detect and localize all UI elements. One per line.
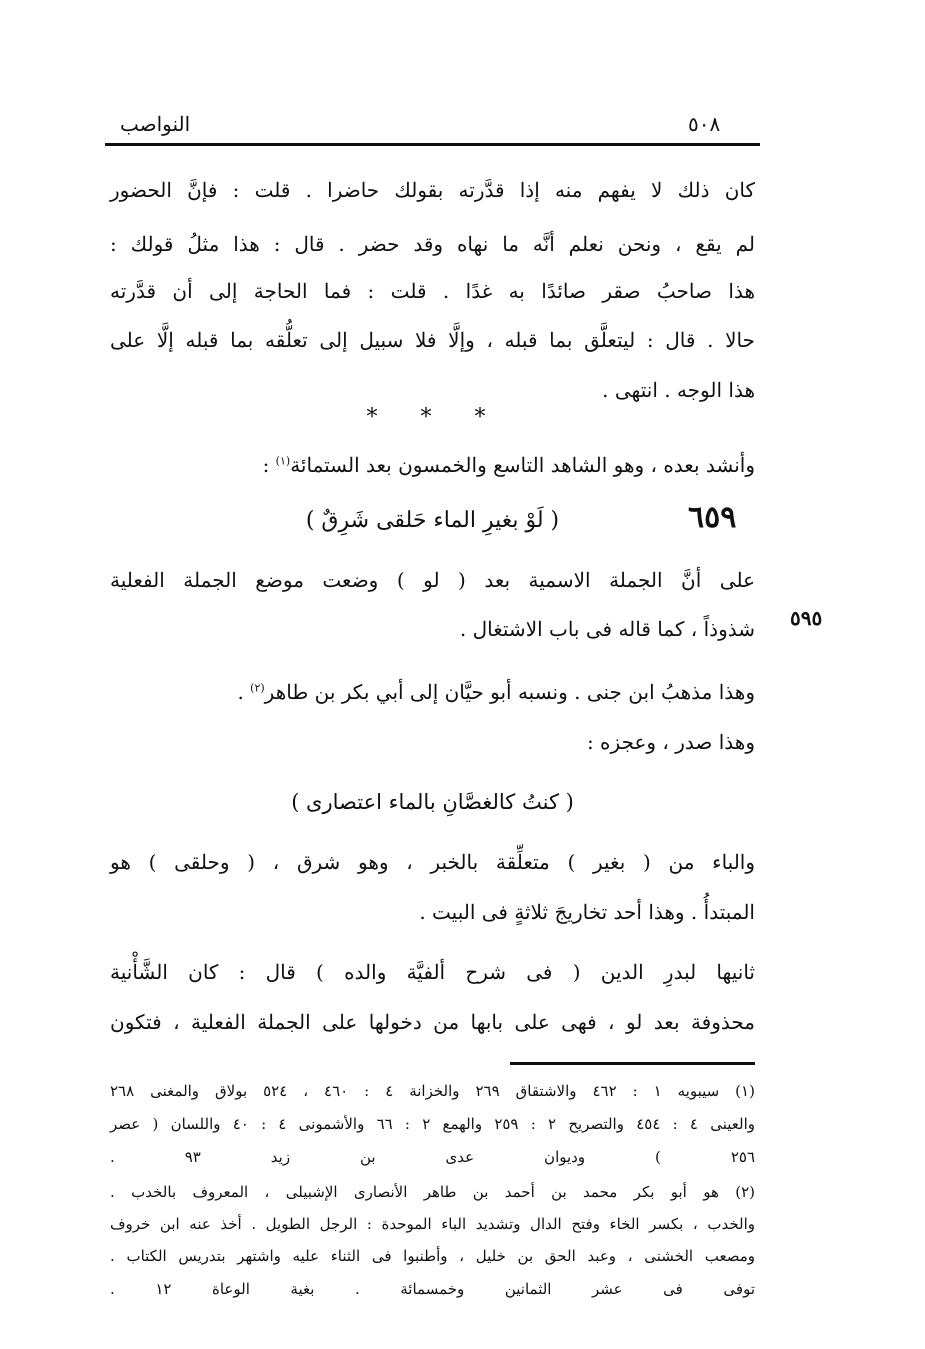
verse-number: ٦٥٩	[688, 500, 737, 535]
body-line: كان ذلك لا يفهم منه إذا قدَّرته بقولك حاضرا . قلت : فإنَّ الحضور	[110, 178, 755, 202]
intro-line	[110, 453, 755, 477]
body-line: هذا صاحبُ صقر صائدًا به غدًا . قلت : فما الحاجة إلى أن قدَّرته	[110, 279, 755, 303]
para3-line	[110, 680, 755, 704]
body-line: شذوذاً ، كما قاله فى باب الاشتغال .	[459, 617, 755, 641]
body-line: لم يقع ، ونحن نعلم أنَّه ما نهاه وقد حضر . قال : هذا مثلُ قولك :	[110, 232, 755, 256]
footnote-line: ٢٥٦ ) وديوان عدى بن زيد ٩٣ .	[110, 1148, 755, 1166]
intro-text: وأنشد بعده ، وهو الشاهد التاسع والخمسون بعد الستمائة	[290, 453, 755, 477]
body-line: حالا . قال : ليتعلَّق بما قبله ، وإلَّا فلا سبيل إلى تعلُّقه بما قبله إلَّا على	[110, 328, 755, 352]
body-line: وهذا صدر ، وعجزه :	[586, 730, 755, 754]
body-line: على أنَّ الجملة الاسمية بعد ( لو ) وضعت موضع الجملة الفعلية	[110, 568, 755, 592]
footnote-line: والعينى ٤ : ٤٥٤ والتصريح ٢ : ٢٥٩ والهمع ٢ : ٦٦ والأشمونى ٤ : ٤٠ واللسان ( عصر	[110, 1115, 755, 1133]
footnote-ref-1: (١)	[275, 454, 291, 468]
footnote-line: (١) سيبويه ١ : ٤٦٢ والاشتقاق ٢٦٩ والخزانة ٤ : ٤٦٠ ، ٥٢٤ بولاق والمغنى ٢٦٨	[110, 1082, 755, 1100]
footnote-line: ومصعب الخشنى ، وعبد الحق بن خليل ، وأطنبوا فى الثناء عليه واشتهر بتدريس الكتاب .	[110, 1247, 755, 1265]
footnote-ref-2: (٢)	[250, 681, 265, 695]
body-line: محذوفة بعد لو ، فهى على بابها من دخولها على الجملة الفعلية ، فتكون	[110, 1010, 755, 1034]
header-rule	[105, 143, 760, 146]
running-header-title: النواصب	[120, 112, 191, 136]
body-line: المبتدأُ . وهذا أحد تخاريجَ ثلاثةٍ فى البيت .	[419, 900, 755, 924]
page-number: ٥٠٨	[688, 112, 721, 136]
footnote-line: (٢) هو أبو بكر محمد بن أحمد بن طاهر الأنصارى الإشبيلى ، المعروف بالخدب .	[110, 1183, 755, 1201]
body-line: هذا الوجه . انتهى .	[602, 378, 755, 402]
body-line: ثانيها لبدرِ الدين ( فى شرح ألفيَّة والده ) قال : كان الشَّأْنية	[110, 960, 755, 984]
body-line: والباء من ( بغير ) متعلِّقة بالخبر ، وهو شرق ، ( وحلقى ) هو	[110, 850, 755, 874]
verse-line: ( لَوْ بغيرِ الماء حَلقى شَرِقٌ )	[305, 508, 560, 533]
footnote-rule	[510, 1062, 755, 1065]
footnote-line: توفى فى عشر الثمانين وخمسمائة . بغية الوعاة ١٢ .	[110, 1280, 755, 1298]
section-separator: * * *	[366, 405, 504, 430]
margin-number: ٥٩٥	[790, 606, 823, 630]
verse-line-2: ( كنتُ كالغصَّانِ بالماء اعتصارى )	[291, 790, 574, 814]
para3-text: وهذا مذهبُ ابن جنى . ونسبه أبو حيَّان إلى أبي بكر بن طاهر	[264, 680, 755, 704]
para3-tail: .	[237, 680, 244, 704]
intro-tail: :	[262, 453, 270, 477]
footnote-line: والخدب ، بكسر الخاء وفتح الدال وتشديد الباء الموحدة : الرجل الطويل . أخذ عنه ابن خروف	[110, 1215, 755, 1233]
